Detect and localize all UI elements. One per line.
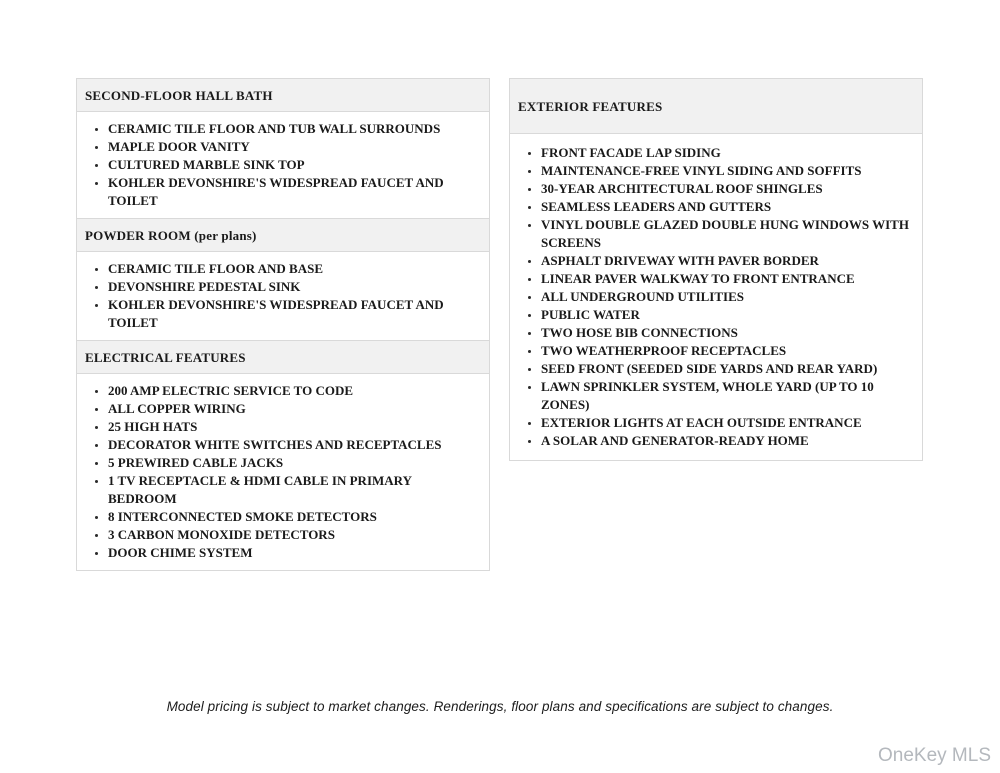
list-item: ASPHALT DRIVEWAY WITH PAVER BORDER [541,252,916,270]
list-item: MAPLE DOOR VANITY [108,138,483,156]
list-item: MAINTENANCE-FREE VINYL SIDING AND SOFFITS [541,162,916,180]
section-title: ELECTRICAL FEATURES [77,340,489,374]
section-title: POWDER ROOM (per plans) [77,218,489,252]
list-item: CULTURED MARBLE SINK TOP [108,156,483,174]
list-item: KOHLER DEVONSHIRE'S WIDESPREAD FAUCET AND TOILET [108,296,483,332]
section-title: SECOND-FLOOR HALL BATH [77,79,489,112]
list-item: EXTERIOR LIGHTS AT EACH OUTSIDE ENTRANCE [541,414,916,432]
list-item: 5 PREWIRED CABLE JACKS [108,454,483,472]
list-item: LINEAR PAVER WALKWAY TO FRONT ENTRANCE [541,270,916,288]
list-item: VINYL DOUBLE GLAZED DOUBLE HUNG WINDOWS WITH SCREENS [541,216,916,252]
feature-list [77,374,489,570]
section-title: EXTERIOR FEATURES [510,79,922,134]
list-item: A SOLAR AND GENERATOR-READY HOME [541,432,916,450]
list-item: PUBLIC WATER [541,306,916,324]
list-item: DOOR CHIME SYSTEM [108,544,483,562]
list-item: 25 HIGH HATS [108,418,483,436]
list-item: DECORATOR WHITE SWITCHES AND RECEPTACLES [108,436,483,454]
list-item: LAWN SPRINKLER SYSTEM, WHOLE YARD (UP TO 10 ZONES) [541,378,916,414]
list-item: 8 INTERCONNECTED SMOKE DETECTORS [108,508,483,526]
footer-disclaimer: Model pricing is subject to market changes. Renderings, floor plans and specifications are subject to changes. [166,699,834,714]
watermark-onekey-mls: OneKey MLS [878,745,991,766]
feature-list [510,134,922,460]
feature-section [77,340,489,570]
list-item: 3 CARBON MONOXIDE DETECTORS [108,526,483,544]
list-item: TWO WEATHERPROOF RECEPTACLES [541,342,916,360]
list-item: ALL UNDERGROUND UTILITIES [541,288,916,306]
list-item: KOHLER DEVONSHIRE'S WIDESPREAD FAUCET AND TOILET [108,174,483,210]
feature-list [77,252,489,340]
feature-list [77,112,489,218]
list-item: FRONT FACADE LAP SIDING [541,144,916,162]
list-item: SEAMLESS LEADERS AND GUTTERS [541,198,916,216]
list-item: SEED FRONT (SEEDED SIDE YARDS AND REAR YARD) [541,360,916,378]
list-item: 30-YEAR ARCHITECTURAL ROOF SHINGLES [541,180,916,198]
list-item: 200 AMP ELECTRIC SERVICE TO CODE [108,382,483,400]
feature-section [77,218,489,340]
feature-section [77,79,489,218]
list-item: CERAMIC TILE FLOOR AND TUB WALL SURROUNDS [108,120,483,138]
list-item: CERAMIC TILE FLOOR AND BASE [108,260,483,278]
right-features-panel [509,78,923,461]
left-features-panel [76,78,490,571]
list-item: 1 TV RECEPTACLE & HDMI CABLE IN PRIMARY BEDROOM [108,472,483,508]
list-item: ALL COPPER WIRING [108,400,483,418]
list-item: DEVONSHIRE PEDESTAL SINK [108,278,483,296]
list-item: TWO HOSE BIB CONNECTIONS [541,324,916,342]
feature-section [510,79,922,460]
